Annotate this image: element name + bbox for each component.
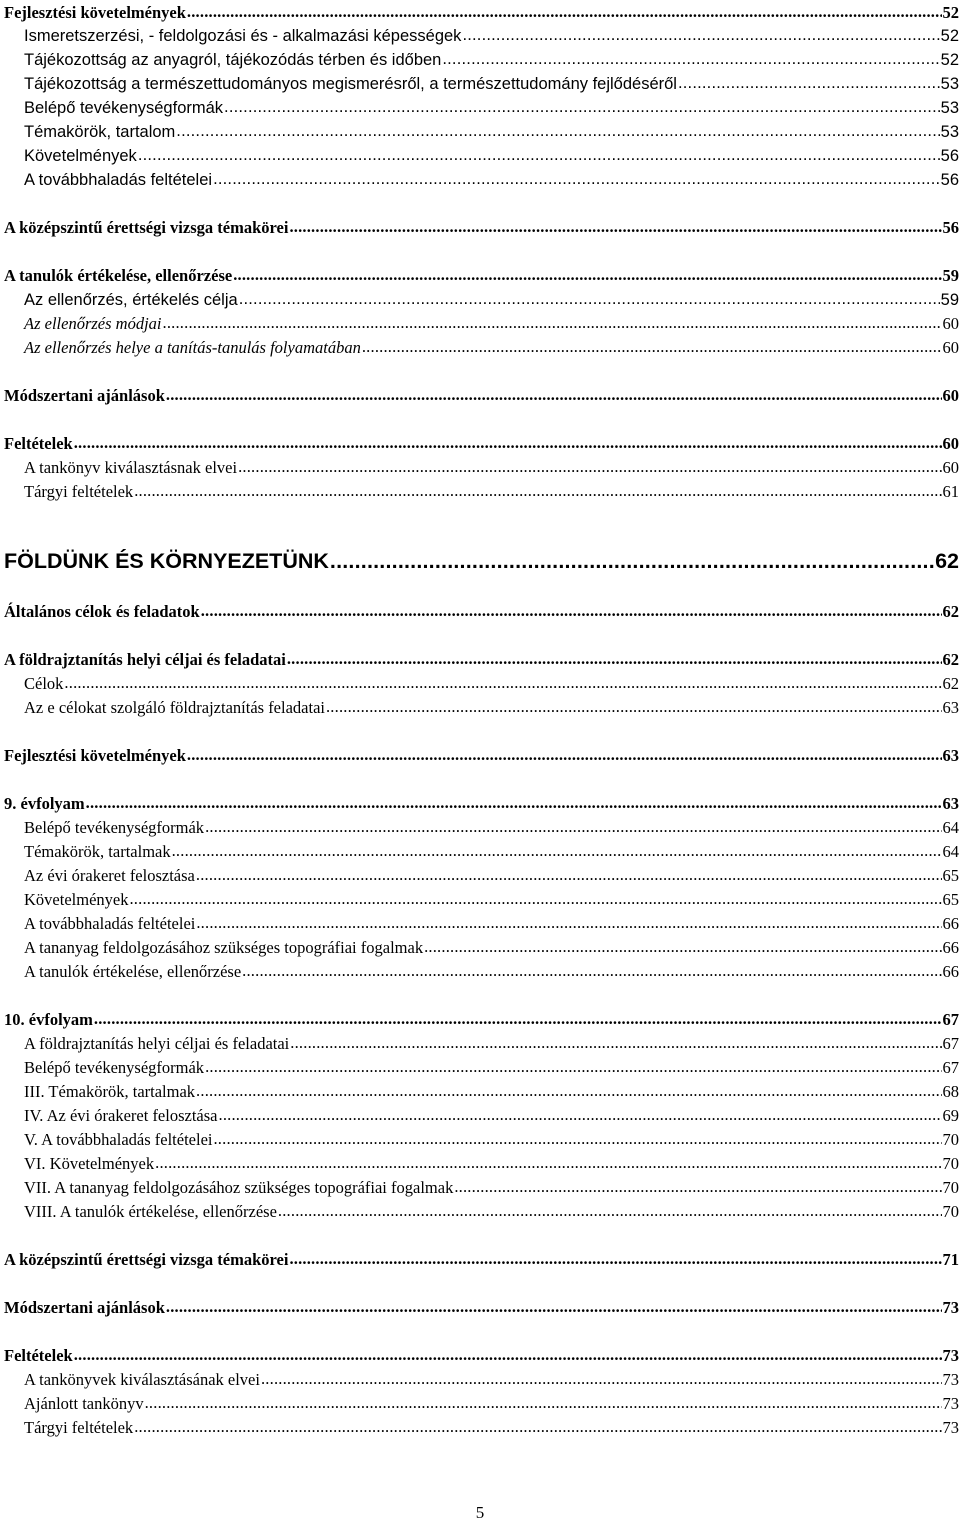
toc-entry[interactable] (4, 890, 959, 910)
dot-leader (86, 795, 942, 809)
dot-leader (462, 27, 939, 41)
toc-entry-title: A tananyag feldolgozásához szükséges topográfiai fogalmak (24, 938, 424, 957)
dot-leader (134, 483, 941, 497)
toc-entry[interactable] (4, 794, 959, 814)
dot-leader (196, 915, 941, 929)
dot-leader (145, 1395, 942, 1409)
toc-entry[interactable] (4, 938, 959, 958)
dot-leader (242, 963, 941, 977)
toc-entry[interactable] (4, 548, 959, 574)
toc-entry-page: 60 (942, 386, 959, 405)
toc-entry[interactable] (4, 674, 959, 694)
toc-entry-title: Ajánlott tankönyv (24, 1394, 144, 1413)
toc-entry-title: A tanulók értékelése, ellenőrzése (4, 266, 233, 285)
toc-entry-title: Az évi órakeret felosztása (24, 866, 195, 885)
dot-leader (326, 699, 942, 713)
dot-leader (166, 387, 942, 401)
toc-entry-page: 56 (940, 147, 959, 165)
toc-entry-title: A középszintű érettségi vizsga témakörei (4, 218, 289, 237)
toc-entry-page: 67 (942, 1034, 959, 1053)
toc-entry[interactable] (4, 1202, 959, 1222)
toc-entry-title: Tájékozottság a természettudományos megismerésről, a természettudomány fejlődéséről (24, 75, 677, 93)
toc-entry-title: VIII. A tanulók értékelése, ellenőrzése (24, 1202, 277, 1221)
page-number: 5 (475, 1503, 485, 1522)
toc-entry-page: 65 (942, 890, 959, 909)
toc-entry[interactable] (4, 1106, 959, 1126)
dot-leader (289, 219, 941, 233)
toc-entry[interactable] (4, 866, 959, 886)
toc-entry-title: Tárgyi feltételek (24, 1418, 134, 1437)
toc-entry[interactable] (4, 1082, 959, 1102)
toc-entry-title: Fejlesztési követelmények (4, 3, 186, 22)
toc-entry[interactable] (4, 1130, 959, 1150)
toc-entry-page: 66 (942, 914, 959, 933)
toc-entry-title: Az ellenőrzés, értékelés célja (24, 291, 238, 309)
toc-entry-page: 62 (942, 674, 959, 693)
toc-entry[interactable] (4, 1058, 959, 1078)
dot-leader (129, 891, 941, 905)
toc-entry[interactable] (4, 1034, 959, 1054)
toc-entry-page: 60 (942, 338, 959, 357)
dot-leader (74, 435, 942, 449)
toc-entry[interactable] (4, 290, 959, 310)
toc-entry-title: A földrajztanítás helyi céljai és feladatai (4, 650, 286, 669)
toc-entry[interactable] (4, 1154, 959, 1174)
toc-entry[interactable] (4, 146, 959, 166)
toc-entry-title: Tárgyi feltételek (24, 482, 134, 501)
toc-entry-page: 73 (942, 1418, 959, 1437)
toc-entry-page: 65 (942, 866, 959, 885)
dot-leader (424, 939, 941, 953)
dot-leader (163, 315, 942, 329)
dot-leader (64, 675, 941, 689)
toc-entry-page: 60 (942, 458, 959, 477)
toc-entry[interactable] (4, 26, 959, 46)
toc-entry-page: 60 (942, 314, 959, 333)
dot-leader (187, 4, 942, 18)
dot-leader (442, 51, 939, 65)
toc-entry[interactable] (4, 98, 959, 118)
toc-entry[interactable] (4, 1370, 959, 1390)
dot-leader (172, 843, 942, 857)
toc-entry-page: 59 (942, 266, 959, 285)
dot-leader (94, 1011, 942, 1025)
toc-entry-page: 63 (942, 794, 959, 813)
toc-entry-page: 64 (942, 842, 959, 861)
toc-entry-title: Belépő tevékenységformák (24, 818, 205, 837)
toc-entry-page: 73 (942, 1394, 959, 1413)
toc-entry[interactable] (4, 386, 959, 406)
toc-entry[interactable] (4, 914, 959, 934)
toc-entry-title: Az ellenőrzés módjai (24, 314, 162, 333)
toc-entry-page: 62 (942, 650, 959, 669)
toc-entry-title: 10. évfolyam (4, 1010, 93, 1029)
toc-entry[interactable] (4, 170, 959, 190)
toc-entry-page: 73 (942, 1346, 959, 1365)
dot-leader (155, 1155, 941, 1169)
toc-entry-title: A tanulók értékelése, ellenőrzése (24, 962, 242, 981)
toc-entry-title: A középszintű érettségi vizsga témakörei (4, 1250, 289, 1269)
toc-entry[interactable] (4, 1010, 959, 1030)
toc-entry-page: 63 (942, 698, 959, 717)
toc-entry-page: 61 (942, 482, 959, 501)
dot-leader (213, 1131, 941, 1145)
toc-entry-title: Az ellenőrzés helye a tanítás-tanulás folyamatában (24, 338, 361, 357)
dot-leader (219, 1107, 942, 1121)
toc-entry-page: 52 (940, 27, 959, 45)
toc-entry-page: 71 (942, 1250, 959, 1269)
dot-leader (330, 554, 934, 568)
toc-entry-page: 52 (940, 51, 959, 69)
toc-entry-title: A továbbhaladás feltételei (24, 914, 196, 933)
toc-entry-page: 63 (942, 746, 959, 765)
toc-entry[interactable] (4, 602, 959, 622)
dot-leader (239, 291, 940, 305)
toc-entry-title: Tájékozottság az anyagról, tájékozódás térben és időben (24, 51, 442, 69)
toc-entry-title: VII. A tananyag feldolgozásához szükséges topográfiai fogalmak (24, 1178, 454, 1197)
toc-entry-title: Célok (24, 674, 64, 693)
dot-leader (138, 147, 940, 161)
toc-entry[interactable] (4, 650, 959, 670)
toc-entry[interactable] (4, 482, 959, 502)
toc-entry-page: 53 (940, 123, 959, 141)
dot-leader (187, 747, 942, 761)
dot-leader (678, 75, 940, 89)
dot-leader (287, 651, 942, 665)
toc-entry-title: FÖLDÜNK ÉS KÖRNYEZETÜNK (4, 549, 329, 573)
toc-entry-page: 68 (942, 1082, 959, 1101)
toc-entry-page: 62 (942, 602, 959, 621)
dot-leader (278, 1203, 942, 1217)
dot-leader (224, 99, 940, 113)
toc-entry[interactable] (4, 338, 959, 358)
dot-leader (289, 1251, 941, 1265)
toc-entry[interactable] (4, 698, 959, 718)
toc-entry-page: 52 (942, 3, 959, 22)
toc-entry[interactable] (4, 434, 959, 454)
toc-entry-page: 66 (942, 962, 959, 981)
toc-entry-title: Feltételek (4, 434, 73, 453)
toc-entry[interactable] (4, 50, 959, 70)
toc-entry-title: Módszertani ajánlások (4, 1298, 165, 1317)
toc-entry[interactable] (4, 746, 959, 766)
toc-entry-page: 66 (942, 938, 959, 957)
toc-entry-page: 59 (940, 291, 959, 309)
toc-entry-title: Követelmények (24, 147, 137, 165)
dot-leader (196, 1083, 941, 1097)
toc-entry-title: A továbbhaladás feltételei (24, 171, 213, 189)
toc-entry[interactable] (4, 1178, 959, 1198)
toc-entry-title: Belépő tevékenységformák (24, 99, 224, 117)
toc-entry-title: Általános célok és feladatok (4, 602, 200, 621)
toc-entry-title: A tankönyv kiválasztásnak elvei (24, 458, 238, 477)
toc-entry-page: 67 (942, 1010, 959, 1029)
toc-entry[interactable] (4, 3, 959, 23)
toc-entry-page: 70 (942, 1202, 959, 1221)
toc-entry-page: 53 (940, 99, 959, 117)
toc-entry-page: 64 (942, 818, 959, 837)
toc-entry[interactable] (4, 962, 959, 982)
toc-entry[interactable] (4, 122, 959, 142)
dot-leader (205, 1059, 941, 1073)
toc-entry[interactable] (4, 1418, 959, 1438)
toc-entry[interactable] (4, 74, 959, 94)
toc-entry-page: 70 (942, 1130, 959, 1149)
toc-entry-title: A tankönyvek kiválasztásának elvei (24, 1370, 260, 1389)
toc-entry[interactable] (4, 1394, 959, 1414)
toc-entry-title: III. Témakörök, tartalmak (24, 1082, 196, 1101)
toc-entry-title: Követelmények (24, 890, 129, 909)
dot-leader (290, 1035, 941, 1049)
dot-leader (176, 123, 939, 137)
toc-entry-title: VI. Követelmények (24, 1154, 155, 1173)
dot-leader (74, 1347, 942, 1361)
toc-entry-title: 9. évfolyam (4, 794, 85, 813)
toc-entry-page: 73 (942, 1370, 959, 1389)
dot-leader (196, 867, 942, 881)
toc-entry[interactable] (4, 1250, 959, 1270)
toc-entry-page: 70 (942, 1178, 959, 1197)
toc-entry[interactable] (4, 1346, 959, 1366)
dot-leader (238, 459, 941, 473)
toc-entry-title: Fejlesztési követelmények (4, 746, 186, 765)
toc-entry-title: Témakörök, tartalom (24, 123, 176, 141)
toc-entry-title: Témakörök, tartalmak (24, 842, 171, 861)
toc-entry-title: Módszertani ajánlások (4, 386, 165, 405)
toc-entry-page: 69 (942, 1106, 959, 1125)
toc-entry-page: 60 (942, 434, 959, 453)
toc-entry-title: Belépő tevékenységformák (24, 1058, 205, 1077)
toc-entry-page: 73 (942, 1298, 959, 1317)
dot-leader (261, 1371, 942, 1385)
toc-entry-title: A földrajztanítás helyi céljai és feladatai (24, 1034, 290, 1053)
dot-leader (454, 1179, 941, 1193)
toc-entry[interactable] (4, 218, 959, 238)
toc-entry[interactable] (4, 458, 959, 478)
toc-entry[interactable] (4, 818, 959, 838)
toc-entry-title: Ismeretszerzési, - feldolgozási és - alkalmazási képességek (24, 27, 462, 45)
toc-entry-title: Az e célokat szolgáló földrajztanítás feladatai (24, 698, 325, 717)
dot-leader (362, 339, 942, 353)
dot-leader (233, 267, 941, 281)
toc-entry-page: 62 (935, 549, 959, 573)
dot-leader (134, 1419, 941, 1433)
toc-entry[interactable] (4, 266, 959, 286)
toc-entry-page: 70 (942, 1154, 959, 1173)
dot-leader (213, 171, 940, 185)
toc-entry-page: 56 (942, 218, 959, 237)
dot-leader (166, 1299, 942, 1313)
toc-entry-page: 56 (940, 171, 959, 189)
toc-entry-title: IV. Az évi órakeret felosztása (24, 1106, 218, 1125)
dot-leader (201, 603, 942, 617)
toc-entry-title: V. A továbbhaladás feltételei (24, 1130, 213, 1149)
toc-entry[interactable] (4, 1298, 959, 1318)
toc-entry[interactable] (4, 842, 959, 862)
toc-entry[interactable] (4, 314, 959, 334)
toc-entry-page: 67 (942, 1058, 959, 1077)
toc-entry-title: Feltételek (4, 1346, 73, 1365)
dot-leader (205, 819, 941, 833)
toc-entry-page: 53 (940, 75, 959, 93)
